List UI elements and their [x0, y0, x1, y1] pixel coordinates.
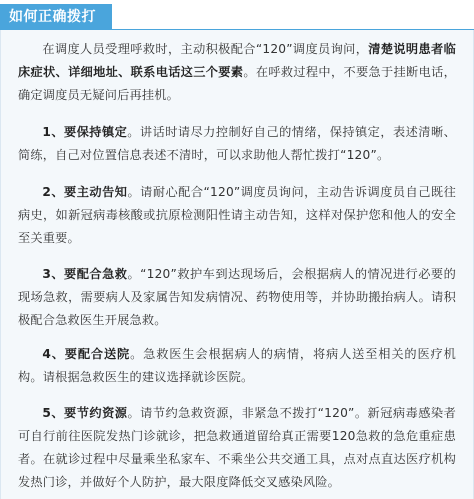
intro-paragraph: [18, 38, 456, 107]
intro-tail: 。在呼救过程中，不要急于挂断电话，确定调度员无疑问后再挂机。: [18, 65, 456, 102]
tip-body-1: 。讲话时请尽力控制好自己的情绪，保持镇定，表述清晰、简练，自己对位置信息表述不清时，可以求助他人帮忙拨打“120”。: [18, 125, 456, 162]
tip-body-5: 。请节约急救资源，非紧急不拨打“120”。新冠病毒感染者可自行前往医院发热门诊就诊，把急救通道留给真正需要120急救的急危重症患者。在就诊过程中尽量乘坐私家车、不乘坐公共交通工具，点对点直达医疗机构发热门诊，并做好个人防护，最大限度降低交叉感染风险。: [18, 406, 456, 489]
tip-paragraph-2: [18, 181, 456, 250]
tip-heading-5: 5、要节约资源: [42, 406, 128, 420]
tip-body-4: 。急救医生会根据病人的病情，将病人送至相关的医疗机构。请根据急救医生的建议选择就诊医院。: [18, 347, 456, 384]
tip-heading-4: 4、要配合送院: [42, 347, 131, 361]
tip-paragraph-4: [18, 343, 456, 389]
intro-emphasis: 清楚说明患者临床症状、详细地址、联系电话这三个要素: [18, 42, 456, 79]
tip-heading-2: 2、要主动告知: [42, 185, 128, 199]
tip-body-2: 。请耐心配合“120”调度员询问，主动告诉调度员自己既往病史，如新冠病毒核酸或抗原检测阳性请主动告知，这样对保护您和他人的安全至关重要。: [18, 185, 456, 245]
tip-body-3: 。“120”救护车到达现场后，会根据病人的情况进行必要的现场急救，需要病人及家属告知发病情况、药物使用等，并协助搬抬病人。请积极配合急救医生开展急救。: [18, 267, 456, 327]
tip-paragraph-5: [18, 402, 456, 494]
tip-paragraph-3: [18, 263, 456, 332]
tip-paragraph-1: [18, 121, 456, 167]
section-header: [0, 0, 474, 30]
tip-heading-3: 3、要配合急救: [42, 267, 128, 281]
section-title: 如何正确拨打: [0, 4, 112, 30]
intro-lead: 在调度人员受理呼救时，主动积极配合“120”调度员询问，: [42, 42, 369, 56]
tip-heading-1: 1、要保持镇定: [42, 125, 128, 139]
